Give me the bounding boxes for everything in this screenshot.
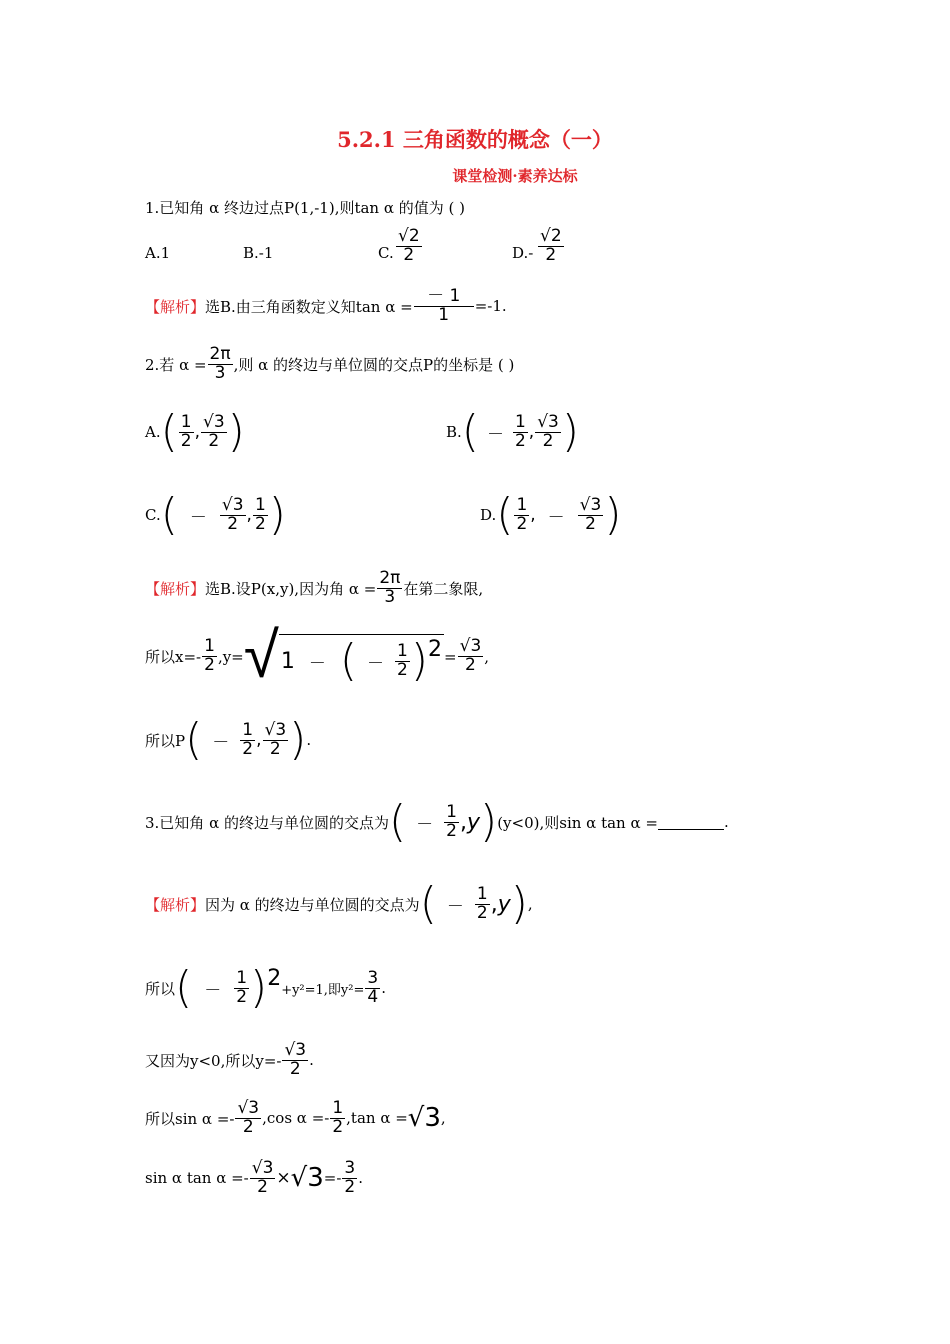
left-paren: (: [461, 406, 479, 457]
solution-1-tail: =-1.: [474, 297, 507, 316]
frac-sqrt2-over-2: $\frac{√2}{2}$: [540, 226, 562, 265]
frac-sqrt3-over-2: $\frac{√3}{2}$: [459, 636, 482, 676]
frac-1-over-2: $\frac{1}{2}$: [236, 967, 248, 1007]
solution-2-p: 所以P: [145, 731, 186, 750]
frac-1-over-2: $\frac{1}{2}$: [397, 640, 408, 680]
left-paren: (: [496, 489, 514, 540]
solution-tag: 【解析】: [145, 895, 206, 914]
question-2-stem: [145, 346, 514, 383]
solution-3-line3: 又因为y<0,所以y=- $\frac{√3}{2}$ .: [145, 1040, 314, 1079]
radical-sign: √: [243, 619, 279, 693]
page-subtitle: 课堂检测·素养达标: [452, 167, 578, 185]
solution-2-line2: 所以x=- $\frac{1}{2}$ ,y= √ 1 － ( － $\frac{1}{2}$ ) 2 = $\frac{√3}{2}$ ,: [145, 619, 490, 693]
frac-3-over-4: $\frac{3}{4}$: [367, 967, 379, 1007]
solution-3-line1: 【解析】 因为 α 的终边与单位圆的交点为 ( － $\frac{1}{2}$ , y ) ,: [145, 878, 533, 929]
solution-2-line1: [145, 570, 483, 607]
option-2a: A. ( $\frac{1}{2}$ , $\frac{√3}{2}$ ): [145, 406, 245, 457]
solution-1-text: 选B.由三角函数定义知tan α =: [205, 297, 413, 316]
solution-2-line3: 所以P ( － $\frac{1}{2}$ , $\frac{√3}{2}$ ) .: [145, 714, 312, 765]
option-2d-label: D.: [480, 506, 497, 524]
frac-1-over-2: $\frac{1}{2}$: [332, 1098, 344, 1137]
right-paren: ): [227, 406, 245, 457]
option-2c-label: C.: [145, 506, 161, 524]
frac-minus1-over-1: $\frac{- 1}{1}$: [414, 288, 474, 325]
big-sqrt3: √3: [407, 1103, 441, 1134]
option-1c: C.: [378, 244, 394, 262]
frac-1-over-2: $\frac{1}{2}$: [446, 801, 457, 841]
solution-2-x: 所以x=-: [145, 648, 202, 667]
solution-2-y: ,y=: [217, 647, 244, 666]
frac-1-over-2: $\frac{1}{2}$: [204, 636, 215, 676]
frac-sqrt3-over-2: $\frac{√3}{2}$: [237, 1098, 260, 1137]
option-2a-label: A.: [145, 423, 161, 441]
option-1b: B.-1: [243, 244, 274, 262]
frac-sqrt3-over-2: $\frac{√3}{2}$: [221, 494, 244, 534]
option-1a: A.1: [145, 244, 171, 262]
frac-sqrt3-over-2: $\frac{√3}{2}$: [264, 719, 287, 759]
frac-sqrt3-over-2: $\frac{√3}{2}$: [251, 1158, 274, 1197]
option-2d: D. ( $\frac{1}{2}$ , － $\frac{√3}{2}$ ): [480, 489, 622, 540]
option-2b-label: B.: [446, 423, 462, 441]
option-2c: C. ( － $\frac{√3}{2}$ , $\frac{1}{2}$ ): [145, 489, 286, 540]
question-1-stem: 1.已知角 α 终边过点P(1,-1),则tan α 的值为 ( ): [145, 199, 466, 217]
frac-1-over-2: $\frac{1}{2}$: [242, 719, 254, 759]
question-3-pre: 3.已知角 α 的终边与单位圆的交点为: [145, 813, 389, 832]
left-paren: (: [160, 406, 178, 457]
solution-2-text: 选B.设P(x,y),因为角 α =: [205, 579, 377, 598]
frac-sqrt3-over-2: $\frac{√3}{2}$: [579, 494, 602, 534]
minus-sign: －: [486, 424, 504, 445]
question-3-stem: 3.已知角 α 的终边与单位圆的交点为 ( － $\frac{1}{2}$ , y ) (y<0),则sin α tan α = .: [145, 796, 729, 847]
minus-sign: －: [547, 507, 565, 528]
right-paren: ): [561, 406, 580, 457]
left-paren: (: [160, 489, 178, 540]
frac-2pi-over-3: $\frac{2\pi}{3}$: [379, 568, 401, 607]
frac-3-over-2: $\frac{3}{2}$: [344, 1158, 356, 1197]
question-2-post: ,则 α 的终边与单位圆的交点P的坐标是 ( ): [233, 355, 515, 374]
question-2-pre: 2.若 α =: [145, 355, 207, 374]
question-3-post: (y<0),则sin α tan α =: [497, 813, 658, 832]
frac-sqrt3-over-2: $\frac{√3}{2}$: [284, 1040, 307, 1079]
page-title: 5.2.1 三角函数的概念（一）: [337, 127, 613, 152]
solution-tag: 【解析】: [145, 297, 206, 316]
frac-1-over-2: $\frac{1}{2}$: [254, 494, 266, 534]
frac-1-over-2: $\frac{1}{2}$: [516, 494, 528, 534]
frac-sqrt3-over-2: $\frac{√3}{2}$: [537, 411, 559, 451]
frac-sqrt3-over-2: $\frac{√3}{2}$: [203, 411, 225, 451]
solution-tag: 【解析】: [145, 579, 206, 598]
solution-1: [145, 288, 507, 325]
solution-2-text-end: 在第二象限,: [403, 579, 484, 598]
frac-sqrt2-over-2: $\frac{√2}{2}$: [398, 226, 420, 265]
frac-1-over-2: $\frac{1}{2}$: [180, 411, 192, 451]
right-paren: ): [268, 489, 286, 540]
minus-sign: －: [189, 507, 207, 528]
solution-3-line4: 所以sin α =- $\frac{√3}{2}$ ,cos α =- $\frac{1}{2}$ ,tan α = √3 ,: [145, 1098, 446, 1137]
frac-1-over-2: $\frac{1}{2}$: [476, 883, 488, 923]
answer-blank[interactable]: [658, 815, 724, 830]
frac-1-over-2: $\frac{1}{2}$: [514, 411, 526, 451]
right-paren: ): [604, 489, 622, 540]
frac-2pi-over-3: $\frac{2\pi}{3}$: [209, 344, 231, 383]
variable-y: y: [466, 809, 481, 835]
solution-3-line5: sin α tan α =- $\frac{√3}{2}$ × √3 =- $\frac{3}{2}$ .: [145, 1158, 364, 1197]
big-sqrt3: √3: [290, 1163, 324, 1194]
option-1d: D.-: [512, 244, 534, 262]
sqrt-expression: √ 1 － ( － $\frac{1}{2}$ ) 2: [243, 619, 443, 693]
solution-3-text: 因为 α 的终边与单位圆的交点为: [205, 895, 420, 914]
solution-3-line2: 所以 ( － $\frac{1}{2}$ ) 2 +y²=1,即y²= $\frac{3}{4}$ .: [145, 962, 386, 1013]
option-2b: B. ( － $\frac{1}{2}$ , $\frac{√3}{2}$ ): [446, 406, 580, 457]
